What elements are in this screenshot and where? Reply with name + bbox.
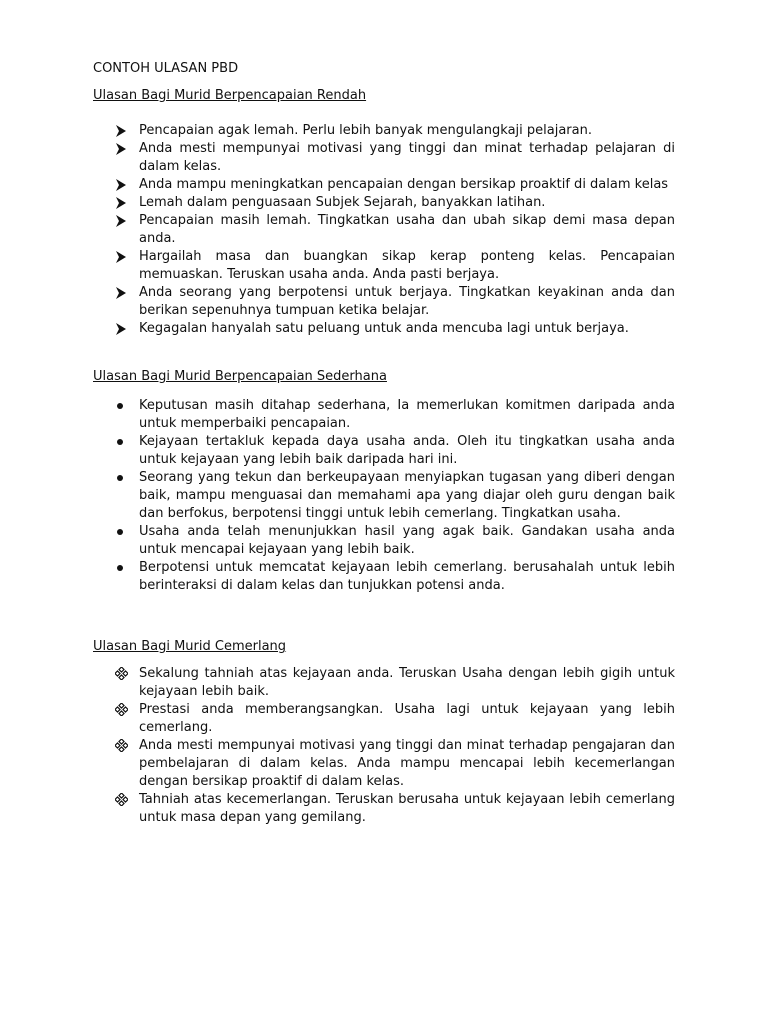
list-item: Sekalung tahniah atas kejayaan anda. Teruskan Usaha dengan lebih gigih untuk kejayaan lebih baik. xyxy=(93,665,675,701)
document-title: CONTOH ULASAN PBD xyxy=(93,61,239,76)
list-item: Usaha anda telah menunjukkan hasil yang agak baik. Gandakan usaha anda untuk mencapai kejayaan yang lebih baik. xyxy=(93,523,675,559)
round-dot-icon xyxy=(115,559,133,577)
list-item: Hargailah masa dan buangkan sikap kerap ponteng kelas. Pencapaian memuaskan. Teruskan usaha anda. Anda pasti berjaya. xyxy=(93,248,675,284)
list-item: Seorang yang tekun dan berkeupayaan menyiapkan tugasan yang diberi dengan baik, mampu menguasai dan memahami apa yang diajar oleh guru dengan baik dan berfokus, berpotensi tinggi untuk lebih cemerlang. Tingkatkan usaha. xyxy=(93,469,675,523)
list-item: Lemah dalam penguasaan Subjek Sejarah, banyakkan latihan. xyxy=(93,194,675,212)
section-cemerlang xyxy=(93,638,675,827)
list-item: Pencapaian masih lemah. Tingkatkan usaha dan ubah sikap demi masa depan anda. xyxy=(93,212,675,248)
list-item: Prestasi anda memberangsangkan. Usaha lagi untuk kejayaan yang lebih cemerlang. xyxy=(93,701,675,737)
list-item: Anda mampu meningkatkan pencapaian dengan bersikap proaktif di dalam kelas xyxy=(93,176,675,194)
list-item: Anda seorang yang berpotensi untuk berjaya. Tingkatkan keyakinan anda dan berikan sepenuhnya tumpuan ketika belajar. xyxy=(93,284,675,320)
bullet-list xyxy=(93,665,675,827)
arrowhead-icon xyxy=(115,212,133,230)
list-item: Anda mesti mempunyai motivasi yang tinggi dan minat terhadap pelajaran di dalam kelas. xyxy=(93,140,675,176)
list-item: Pencapaian agak lemah. Perlu lebih banyak mengulangkaji pelajaran. xyxy=(93,122,675,140)
arrowhead-icon xyxy=(115,176,133,194)
list-item: Berpotensi untuk memcatat kejayaan lebih cemerlang. berusahalah untuk lebih berinteraksi di dalam kelas dan tunjukkan potensi anda. xyxy=(93,559,675,595)
arrowhead-icon xyxy=(115,320,133,338)
list-item: Anda mesti mempunyai motivasi yang tinggi dan minat terhadap pengajaran dan pembelajaran di dalam kelas. Anda mampu mencapai lebih kecemerlangan dengan bersikap proaktif di dalam kelas. xyxy=(93,737,675,791)
four-diamond-icon xyxy=(115,737,133,755)
section-heading: Ulasan Bagi Murid Berpencapaian Rendah xyxy=(93,88,367,103)
bullet-list xyxy=(93,397,675,595)
arrowhead-icon xyxy=(115,248,133,266)
list-item: Keputusan masih ditahap sederhana, Ia memerlukan komitmen daripada anda untuk memperbaiki pencapaian. xyxy=(93,397,675,433)
four-diamond-icon xyxy=(115,701,133,719)
section-rendah xyxy=(93,87,675,338)
section-sederhana xyxy=(93,368,675,595)
arrowhead-icon xyxy=(115,140,133,158)
section-heading: Ulasan Bagi Murid Berpencapaian Sederhana xyxy=(93,369,387,384)
four-diamond-icon xyxy=(115,791,133,809)
list-item: Kejayaan tertakluk kepada daya usaha anda. Oleh itu tingkatkan usaha anda untuk kejayaan yang lebih baik daripada hari ini. xyxy=(93,433,675,469)
round-dot-icon xyxy=(115,523,133,541)
arrowhead-icon xyxy=(115,122,133,140)
arrowhead-icon xyxy=(115,194,133,212)
section-heading: Ulasan Bagi Murid Cemerlang xyxy=(93,639,287,654)
bullet-list xyxy=(93,122,675,338)
four-diamond-icon xyxy=(115,665,133,683)
list-item: Tahniah atas kecemerlangan. Teruskan berusaha untuk kejayaan lebih cemerlang untuk masa depan yang gemilang. xyxy=(93,791,675,827)
round-dot-icon xyxy=(115,397,133,415)
round-dot-icon xyxy=(115,469,133,487)
arrowhead-icon xyxy=(115,284,133,302)
round-dot-icon xyxy=(115,433,133,451)
list-item: Kegagalan hanyalah satu peluang untuk anda mencuba lagi untuk berjaya. xyxy=(93,320,675,338)
